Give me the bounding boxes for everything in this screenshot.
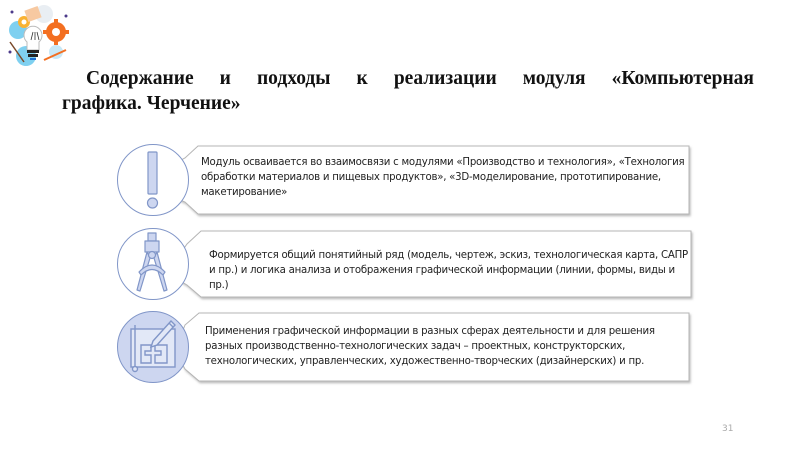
slide-title-line-1: Содержание и подходы к реализации модуля «Компьютерная	[86, 68, 754, 89]
slide-title-line-2: графика. Черчение»	[62, 93, 241, 114]
content-item-2	[117, 228, 697, 300]
exclamation-icon	[117, 144, 189, 216]
content-item-text: Формируется общий понятийный ряд (модель, чертеж, эскиз, технологическая карта, САПР и пр.) и логика анализа и отображения графической информации (линии, формы, виды и пр.)	[209, 250, 688, 291]
content-item-1	[117, 144, 697, 216]
lightbulb-gears-icon	[4, 2, 74, 74]
blueprint-pencil-icon	[117, 311, 189, 383]
content-item-text: Модуль осваивается во взаимосвязи с модулями «Производство и технология», «Технология обработки материалов и пищевых продуктов», «3D-моделирование, прототипирование, макетирование»	[201, 157, 685, 198]
page-number: 31	[722, 424, 734, 434]
drawing-compass-icon	[117, 228, 189, 300]
slide-title	[62, 66, 754, 116]
content-item-text: Применения графической информации в разных сферах деятельности и для решения разных производственно-технологических задач – проектных, конструкторских, технологических, управленческих, художественно-творческих (дизайнерских) и пр.	[205, 326, 655, 367]
content-item-3	[117, 311, 697, 383]
